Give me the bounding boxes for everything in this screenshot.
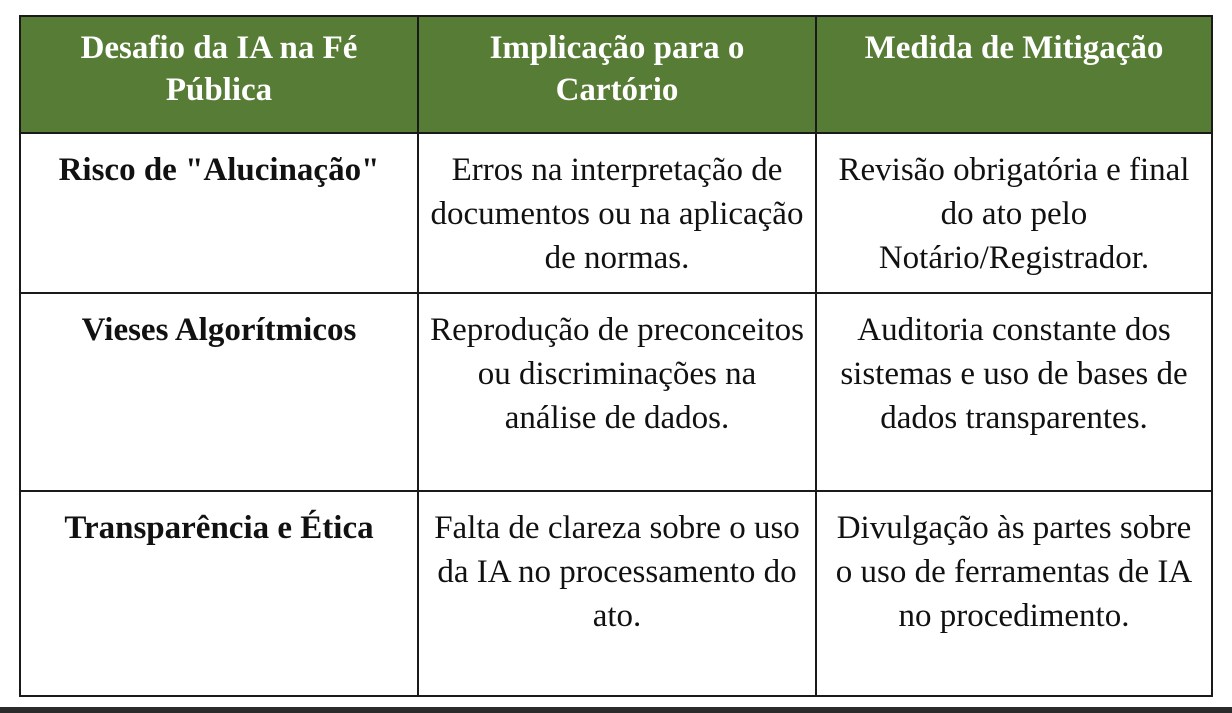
row-challenge: Transparência e Ética bbox=[20, 491, 418, 696]
table-row bbox=[20, 293, 1212, 491]
table-header-row bbox=[20, 16, 1212, 133]
row-implication: Erros na interpretação de documentos ou na aplicação de normas. bbox=[418, 133, 816, 293]
row-mitigation: Divulgação às partes sobre o uso de ferramentas de IA no procedimento. bbox=[816, 491, 1212, 696]
table-row bbox=[20, 133, 1212, 293]
header-mitigation: Medida de Mitigação bbox=[816, 16, 1212, 133]
row-implication: Falta de clareza sobre o uso da IA no processamento do ato. bbox=[418, 491, 816, 696]
row-mitigation: Revisão obrigatória e final do ato pelo Notário/Registrador. bbox=[816, 133, 1212, 293]
row-challenge: Risco de "Alucinação" bbox=[20, 133, 418, 293]
row-mitigation: Auditoria constante dos sistemas e uso de bases de dados transparentes. bbox=[816, 293, 1212, 491]
header-implication: Implicação para o Cartório bbox=[418, 16, 816, 133]
row-implication: Reprodução de preconceitos ou discriminações na análise de dados. bbox=[418, 293, 816, 491]
row-challenge: Vieses Algorítmicos bbox=[20, 293, 418, 491]
table-row bbox=[20, 491, 1212, 696]
bottom-edge-bar bbox=[0, 707, 1232, 713]
mitigation-table bbox=[19, 15, 1213, 697]
header-challenge: Desafio da IA na Fé Pública bbox=[20, 16, 418, 133]
